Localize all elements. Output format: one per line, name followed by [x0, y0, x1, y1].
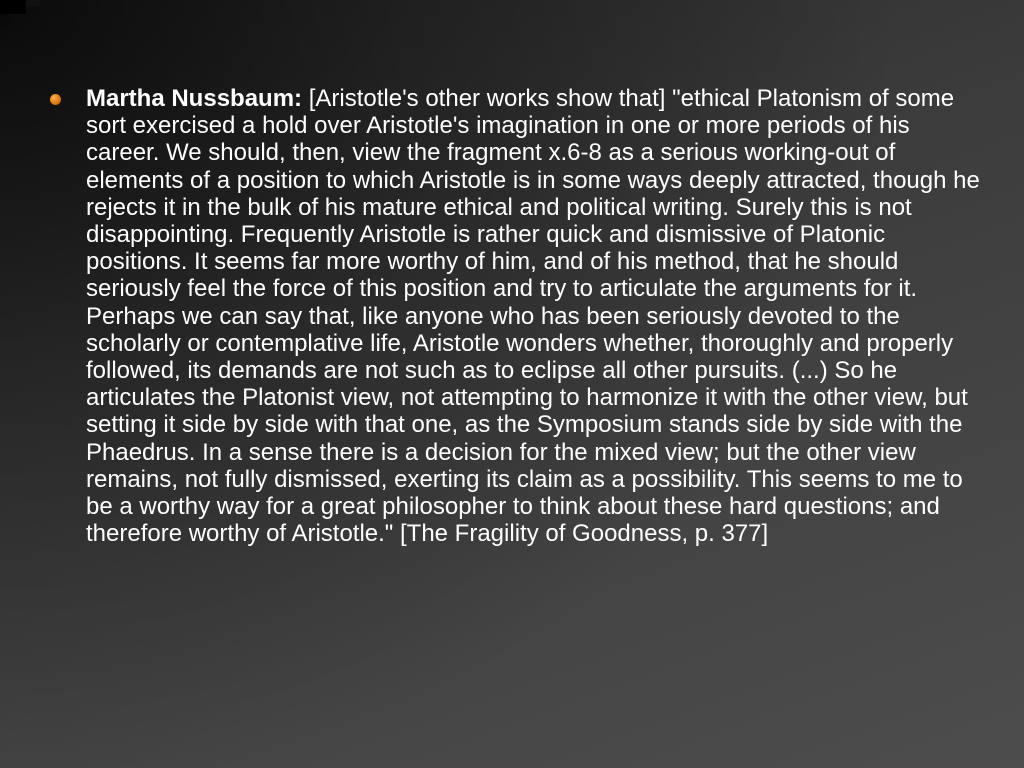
speaker-name: Martha Nussbaum:	[86, 85, 303, 112]
bullet-dot-icon	[50, 94, 61, 105]
corner-decoration	[26, 0, 40, 6]
slide-content	[44, 85, 984, 547]
corner-decoration	[0, 14, 12, 26]
corner-decoration	[0, 0, 26, 14]
bullet-item	[44, 85, 984, 547]
quote-text: [Aristotle's other works show that] "ethical Platonism of some sort exercised a hold over Aristotle's imagination in one or more periods of his career. We should, then, view the fragment x.6-8 as a serious working-out of elements of a position to which Aristotle is in some ways deeply attracted, though he rejects it in the bulk of his mature ethical and political writing. Surely this is not disappointing. Frequently Aristotle is rather quick and dismissive of Platonic positions. It seems far more worthy of him, and of his method, that he should seriously feel the force of this position and try to articulate the arguments for it. Perhaps we can say that, like anyone who has been seriously devoted to the scholarly or contemplative life, Aristotle wonders whether, thoroughly and properly followed, its demands are not such as to eclipse all other pursuits. (...) So he articulates the Platonist view, not attempting to harmonize it with the other view, but setting it side by side with that one, as the Symposium stands side by side with the Phaedrus. In a sense there is a decision for the mixed view; but the other view remains, not fully dismissed, exerting its claim as a possibility. This seems to me to be a worthy way for a great philosopher to think about these hard questions; and therefore worthy of Aristotle." [The Fragility of Goodness, p. 377]	[86, 85, 980, 548]
